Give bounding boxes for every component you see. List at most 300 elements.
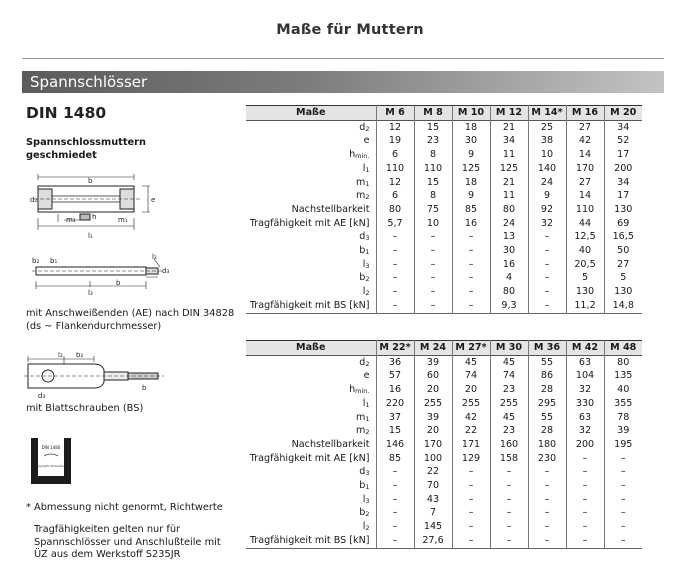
table-cell: 100 bbox=[414, 452, 452, 466]
table-cell: 30 bbox=[452, 134, 490, 148]
table-cell: 23 bbox=[414, 134, 452, 148]
table-cell: – bbox=[376, 479, 414, 493]
table-cell: 40 bbox=[604, 383, 642, 397]
table-cell: – bbox=[376, 244, 414, 258]
row-label-text: h bbox=[349, 149, 356, 161]
table-row bbox=[246, 534, 642, 548]
table-cell: – bbox=[528, 244, 566, 258]
table-cell: 195 bbox=[604, 438, 642, 452]
table-cell: – bbox=[604, 479, 642, 493]
drawing-label: b bbox=[142, 384, 147, 392]
table-cell: – bbox=[566, 465, 604, 479]
drawing-label: l₃ bbox=[88, 289, 93, 297]
table-cell: 125 bbox=[452, 162, 490, 176]
table-cell: 4 bbox=[490, 271, 528, 285]
table-cell: 80 bbox=[604, 355, 642, 369]
row-label-subscript: 3 bbox=[365, 496, 370, 505]
row-label-subscript: 1 bbox=[365, 483, 370, 492]
row-label bbox=[246, 285, 376, 299]
table-cell: – bbox=[452, 465, 490, 479]
table-cell: 39 bbox=[414, 355, 452, 369]
table-cell: – bbox=[528, 271, 566, 285]
table-cell: 13 bbox=[490, 230, 528, 244]
row-label bbox=[246, 369, 376, 383]
table-row bbox=[246, 176, 642, 190]
table-cell: 80 bbox=[490, 203, 528, 217]
product-name: Spannschlossmuttern geschmiedet bbox=[26, 137, 146, 161]
footnote: * Abmessung nicht genormt, Richtwerte bbox=[26, 502, 223, 513]
table-row bbox=[246, 189, 642, 203]
table-cell: 37 bbox=[376, 411, 414, 425]
table-cell: 16 bbox=[490, 258, 528, 272]
table-cell: – bbox=[528, 299, 566, 313]
table-cell: 52 bbox=[604, 134, 642, 148]
table-row bbox=[246, 438, 642, 452]
table-cell: 295 bbox=[528, 397, 566, 411]
table-cell: 6 bbox=[376, 148, 414, 162]
page-title: Maße für Muttern bbox=[276, 22, 424, 38]
table-cell: 55 bbox=[528, 355, 566, 369]
table-cell: – bbox=[528, 230, 566, 244]
table-cell: 55 bbox=[528, 411, 566, 425]
table-cell: 200 bbox=[566, 438, 604, 452]
drawing-label: d₂ bbox=[30, 196, 38, 204]
table-row bbox=[246, 493, 642, 507]
table-cell: – bbox=[490, 493, 528, 507]
table-cell: 146 bbox=[376, 438, 414, 452]
table-cell: 74 bbox=[490, 369, 528, 383]
table-cell: 5 bbox=[566, 271, 604, 285]
table-cell: – bbox=[490, 465, 528, 479]
row-label-subscript: 2 bbox=[365, 524, 370, 533]
table-row bbox=[246, 520, 642, 534]
table-cell: 27,6 bbox=[414, 534, 452, 548]
table-cell: 20,5 bbox=[566, 258, 604, 272]
table-cell: – bbox=[490, 479, 528, 493]
table-cell: – bbox=[566, 493, 604, 507]
table-cell: 145 bbox=[414, 520, 452, 534]
drawing-label: d₃ bbox=[38, 392, 46, 400]
table-cell: 130 bbox=[604, 203, 642, 217]
table-cell: – bbox=[414, 258, 452, 272]
drawing-label: l₂ bbox=[58, 352, 63, 359]
table-cell: – bbox=[452, 271, 490, 285]
column-header-dimension: Maße bbox=[246, 341, 376, 356]
column-header-size: M 10 bbox=[452, 106, 490, 121]
table-cell: 69 bbox=[604, 217, 642, 231]
table-cell: 21 bbox=[490, 120, 528, 134]
table-cell: 125 bbox=[490, 162, 528, 176]
row-label bbox=[246, 299, 376, 313]
table-cell: 63 bbox=[566, 355, 604, 369]
table-cell: 23 bbox=[490, 383, 528, 397]
table-cell: 9 bbox=[528, 189, 566, 203]
column-header-size: M 24 bbox=[414, 341, 452, 356]
table-cell: – bbox=[566, 506, 604, 520]
row-label-subscript: 1 bbox=[365, 165, 370, 174]
row-label-subscript: min. bbox=[355, 387, 370, 396]
table-cell: 158 bbox=[490, 452, 528, 466]
table-cell: 86 bbox=[528, 369, 566, 383]
table-cell: 200 bbox=[604, 162, 642, 176]
table-cell: 16 bbox=[376, 383, 414, 397]
table-cell: 15 bbox=[414, 176, 452, 190]
table-cell: 17 bbox=[604, 148, 642, 162]
row-label-text: Tragfähigkeit mit AE [kN] bbox=[249, 452, 370, 464]
dimensions-table-m6-m20 bbox=[246, 105, 642, 314]
row-label bbox=[246, 162, 376, 176]
table-cell: – bbox=[414, 299, 452, 313]
row-label-subscript: 3 bbox=[365, 234, 370, 243]
table-cell: 14,8 bbox=[604, 299, 642, 313]
table-cell: 80 bbox=[490, 285, 528, 299]
row-label-subscript: 2 bbox=[365, 359, 370, 368]
row-label-text: Nachstellbarkeit bbox=[291, 438, 370, 450]
row-label-subscript: 3 bbox=[365, 261, 370, 270]
table-cell: 8 bbox=[414, 148, 452, 162]
table-cell: 135 bbox=[604, 369, 642, 383]
table-row bbox=[246, 217, 642, 231]
table-row bbox=[246, 397, 642, 411]
table-cell: 80 bbox=[376, 203, 414, 217]
row-label-subscript: 1 bbox=[365, 179, 370, 188]
row-label bbox=[246, 244, 376, 258]
table-cell: – bbox=[452, 244, 490, 258]
drawing-label: b bbox=[116, 279, 121, 287]
row-label bbox=[246, 258, 376, 272]
table-cell: 220 bbox=[376, 397, 414, 411]
table-cell: 39 bbox=[414, 411, 452, 425]
drawing-label: b₂ bbox=[32, 257, 40, 265]
table-cell: 45 bbox=[490, 355, 528, 369]
table-cell: 38 bbox=[528, 134, 566, 148]
row-label bbox=[246, 271, 376, 285]
standard-label: DIN 1480 bbox=[26, 104, 107, 122]
dimensions-table-m22-m48 bbox=[246, 340, 642, 549]
row-label bbox=[246, 134, 376, 148]
row-label bbox=[246, 506, 376, 520]
table-cell: 27 bbox=[566, 120, 604, 134]
row-label-subscript: 2 bbox=[365, 124, 370, 133]
row-label bbox=[246, 148, 376, 162]
table-row bbox=[246, 271, 642, 285]
row-label bbox=[246, 230, 376, 244]
table-cell: 20 bbox=[452, 383, 490, 397]
table-cell: – bbox=[452, 258, 490, 272]
table-cell: – bbox=[414, 285, 452, 299]
gs-mark-sub-text: Geprüfte Sicherheit bbox=[35, 464, 67, 468]
drawing-label: b₁ bbox=[50, 257, 58, 265]
table-cell: 74 bbox=[452, 369, 490, 383]
table-row bbox=[246, 134, 642, 148]
table-cell: 6 bbox=[376, 189, 414, 203]
table-cell: 11,2 bbox=[566, 299, 604, 313]
row-label-subscript: 2 bbox=[365, 289, 370, 298]
table-cell: 10 bbox=[414, 217, 452, 231]
table-cell: 12,5 bbox=[566, 230, 604, 244]
table-cell: – bbox=[376, 285, 414, 299]
table-cell: 9,3 bbox=[490, 299, 528, 313]
table-row bbox=[246, 383, 642, 397]
table-cell: 39 bbox=[604, 424, 642, 438]
table-cell: – bbox=[604, 520, 642, 534]
drawing-label: l₂ bbox=[152, 253, 157, 261]
table-cell: 130 bbox=[604, 285, 642, 299]
table-cell: 14 bbox=[566, 148, 604, 162]
table-cell: 32 bbox=[528, 217, 566, 231]
column-header-size: M 6 bbox=[376, 106, 414, 121]
table-row bbox=[246, 355, 642, 369]
table-cell: – bbox=[376, 230, 414, 244]
table-cell: – bbox=[376, 506, 414, 520]
table-cell: – bbox=[490, 506, 528, 520]
table-cell: 45 bbox=[452, 355, 490, 369]
table-cell: – bbox=[528, 479, 566, 493]
row-label-text: h bbox=[349, 384, 356, 396]
row-label bbox=[246, 397, 376, 411]
table-cell: 78 bbox=[604, 411, 642, 425]
row-label bbox=[246, 189, 376, 203]
drawing-label: d₃ bbox=[162, 267, 170, 275]
row-label bbox=[246, 424, 376, 438]
row-label-subscript: 1 bbox=[365, 414, 370, 423]
row-label-text: d bbox=[359, 231, 366, 243]
column-header-size: M 12 bbox=[490, 106, 528, 121]
table-cell: – bbox=[528, 285, 566, 299]
row-label-subscript: 1 bbox=[365, 248, 370, 257]
row-label-text: d bbox=[359, 466, 366, 478]
caption-weld-ends: mit Anschweißenden (AE) nach DIN 34828 (ds ~ Flankendurchmesser) bbox=[26, 308, 235, 332]
title-divider bbox=[22, 58, 664, 59]
table-cell: – bbox=[414, 230, 452, 244]
table-cell: 70 bbox=[414, 479, 452, 493]
turnbuckle-nut-drawing bbox=[30, 172, 170, 244]
table-cell: 110 bbox=[414, 162, 452, 176]
column-header-size: M 8 bbox=[414, 106, 452, 121]
row-label-text: l bbox=[362, 397, 366, 409]
row-label-text: b bbox=[359, 245, 366, 257]
column-header-size: M 48 bbox=[604, 341, 642, 356]
row-label-subscript: 1 bbox=[365, 400, 370, 409]
section-title: Spannschlösser bbox=[30, 73, 148, 91]
table-cell: 60 bbox=[414, 369, 452, 383]
table-cell: 40 bbox=[566, 244, 604, 258]
row-label-subscript: 3 bbox=[365, 469, 370, 478]
table-cell: 28 bbox=[528, 383, 566, 397]
table-cell: – bbox=[604, 465, 642, 479]
table-cell: 18 bbox=[452, 176, 490, 190]
row-label-text: Tragfähigkeit mit BS [kN] bbox=[249, 299, 370, 311]
table-cell: 24 bbox=[528, 176, 566, 190]
table-cell: 45 bbox=[490, 411, 528, 425]
gs-certification-mark-icon bbox=[28, 436, 74, 488]
drawing-label: e bbox=[151, 196, 156, 204]
drawing-label: m₁ bbox=[118, 216, 128, 224]
table-cell: 30 bbox=[490, 244, 528, 258]
table-cell: 129 bbox=[452, 452, 490, 466]
caption-eye-bolts: mit Blattschrauben (BS) bbox=[26, 403, 144, 414]
table-cell: – bbox=[490, 534, 528, 548]
table-cell: 44 bbox=[566, 217, 604, 231]
table-cell: – bbox=[566, 520, 604, 534]
row-label-subscript: 2 bbox=[365, 275, 370, 284]
table-cell: 57 bbox=[376, 369, 414, 383]
row-label bbox=[246, 452, 376, 466]
table-cell: 180 bbox=[528, 438, 566, 452]
row-label bbox=[246, 176, 376, 190]
table-cell: 34 bbox=[490, 134, 528, 148]
table-cell: 34 bbox=[604, 120, 642, 134]
table-cell: 170 bbox=[414, 438, 452, 452]
table-cell: 42 bbox=[452, 411, 490, 425]
drawing-label: m₂ bbox=[66, 216, 76, 224]
table-cell: 355 bbox=[604, 397, 642, 411]
table-cell: – bbox=[490, 520, 528, 534]
table-cell: 32 bbox=[566, 383, 604, 397]
table-cell: 15 bbox=[414, 120, 452, 134]
row-label bbox=[246, 217, 376, 231]
row-label-text: Tragfähigkeit mit BS [kN] bbox=[249, 534, 370, 546]
table-cell: 85 bbox=[376, 452, 414, 466]
table-cell: – bbox=[452, 520, 490, 534]
table-cell: 42 bbox=[566, 134, 604, 148]
row-label-text: l bbox=[362, 521, 366, 533]
table-cell: 21 bbox=[490, 176, 528, 190]
table-cell: 20 bbox=[414, 424, 452, 438]
table-row bbox=[246, 506, 642, 520]
column-header-size: M 16 bbox=[566, 106, 604, 121]
table-cell: 12 bbox=[376, 120, 414, 134]
row-label bbox=[246, 520, 376, 534]
drawing-label: b₂ bbox=[76, 352, 84, 359]
table-cell: 92 bbox=[528, 203, 566, 217]
table-cell: 110 bbox=[376, 162, 414, 176]
column-header-size: M 42 bbox=[566, 341, 604, 356]
table-cell: 7 bbox=[414, 506, 452, 520]
table-row bbox=[246, 162, 642, 176]
table-row bbox=[246, 299, 642, 313]
table-row bbox=[246, 244, 642, 258]
table-row bbox=[246, 465, 642, 479]
table-cell: 22 bbox=[452, 424, 490, 438]
table-row bbox=[246, 452, 642, 466]
row-label-text: l bbox=[362, 286, 366, 298]
table-row bbox=[246, 203, 642, 217]
table-cell: – bbox=[452, 534, 490, 548]
table-cell: 160 bbox=[490, 438, 528, 452]
table-cell: – bbox=[452, 506, 490, 520]
table-cell: – bbox=[414, 271, 452, 285]
column-header-dimension: Maße bbox=[246, 106, 376, 121]
row-label-text: b bbox=[359, 480, 366, 492]
table-cell: – bbox=[376, 520, 414, 534]
row-label-text: l bbox=[362, 258, 366, 270]
table-cell: – bbox=[376, 299, 414, 313]
table-row bbox=[246, 120, 642, 134]
row-label bbox=[246, 120, 376, 134]
column-header-size: M 14* bbox=[528, 106, 566, 121]
table-cell: – bbox=[452, 230, 490, 244]
table-cell: 16,5 bbox=[604, 230, 642, 244]
table-cell: 32 bbox=[566, 424, 604, 438]
table-cell: 19 bbox=[376, 134, 414, 148]
table-cell: 230 bbox=[528, 452, 566, 466]
row-label-text: d bbox=[359, 121, 366, 133]
table-cell: 5,7 bbox=[376, 217, 414, 231]
row-label-text: l bbox=[362, 162, 366, 174]
table-cell: – bbox=[414, 244, 452, 258]
row-label bbox=[246, 383, 376, 397]
table-cell: 25 bbox=[528, 120, 566, 134]
row-label-text: Nachstellbarkeit bbox=[291, 203, 370, 215]
row-label-text: b bbox=[359, 507, 366, 519]
column-header-size: M 20 bbox=[604, 106, 642, 121]
row-label bbox=[246, 438, 376, 452]
table-row bbox=[246, 285, 642, 299]
table-row bbox=[246, 230, 642, 244]
row-label-text: m bbox=[356, 176, 366, 188]
row-label bbox=[246, 355, 376, 369]
table-cell: – bbox=[604, 534, 642, 548]
column-header-size: M 27* bbox=[452, 341, 490, 356]
weld-end-drawing bbox=[30, 253, 170, 297]
table-cell: 50 bbox=[604, 244, 642, 258]
table-cell: – bbox=[376, 465, 414, 479]
table-row bbox=[246, 258, 642, 272]
row-label bbox=[246, 465, 376, 479]
table-cell: – bbox=[566, 452, 604, 466]
table-cell: 22 bbox=[414, 465, 452, 479]
table-cell: 5 bbox=[604, 271, 642, 285]
row-label-subscript: 2 bbox=[365, 428, 370, 437]
table-cell: 20 bbox=[414, 383, 452, 397]
column-header-size: M 30 bbox=[490, 341, 528, 356]
table-cell: 11 bbox=[490, 148, 528, 162]
table-cell: – bbox=[528, 493, 566, 507]
table-cell: 27 bbox=[566, 176, 604, 190]
table-cell: – bbox=[376, 493, 414, 507]
table-cell: 255 bbox=[414, 397, 452, 411]
row-label bbox=[246, 479, 376, 493]
row-label bbox=[246, 203, 376, 217]
row-label bbox=[246, 493, 376, 507]
table-row bbox=[246, 411, 642, 425]
table-row bbox=[246, 479, 642, 493]
row-label-text: m bbox=[356, 411, 366, 423]
drawing-label: b bbox=[88, 177, 93, 185]
table-cell: 11 bbox=[490, 189, 528, 203]
table-cell: – bbox=[376, 271, 414, 285]
column-header-size: M 22* bbox=[376, 341, 414, 356]
table-cell: – bbox=[376, 258, 414, 272]
row-label-text: Tragfähigkeit mit AE [kN] bbox=[249, 217, 370, 229]
table-cell: 9 bbox=[452, 148, 490, 162]
table-cell: 36 bbox=[376, 355, 414, 369]
table-cell: 14 bbox=[566, 189, 604, 203]
row-label bbox=[246, 534, 376, 548]
column-header-size: M 36 bbox=[528, 341, 566, 356]
table-cell: 15 bbox=[376, 424, 414, 438]
table-cell: – bbox=[566, 534, 604, 548]
table-cell: 18 bbox=[452, 120, 490, 134]
table-cell: 63 bbox=[566, 411, 604, 425]
table-cell: – bbox=[528, 534, 566, 548]
table-cell: 140 bbox=[528, 162, 566, 176]
table-cell: – bbox=[528, 465, 566, 479]
table-cell: – bbox=[528, 506, 566, 520]
table-cell: 17 bbox=[604, 189, 642, 203]
row-label-subscript: 2 bbox=[365, 510, 370, 519]
